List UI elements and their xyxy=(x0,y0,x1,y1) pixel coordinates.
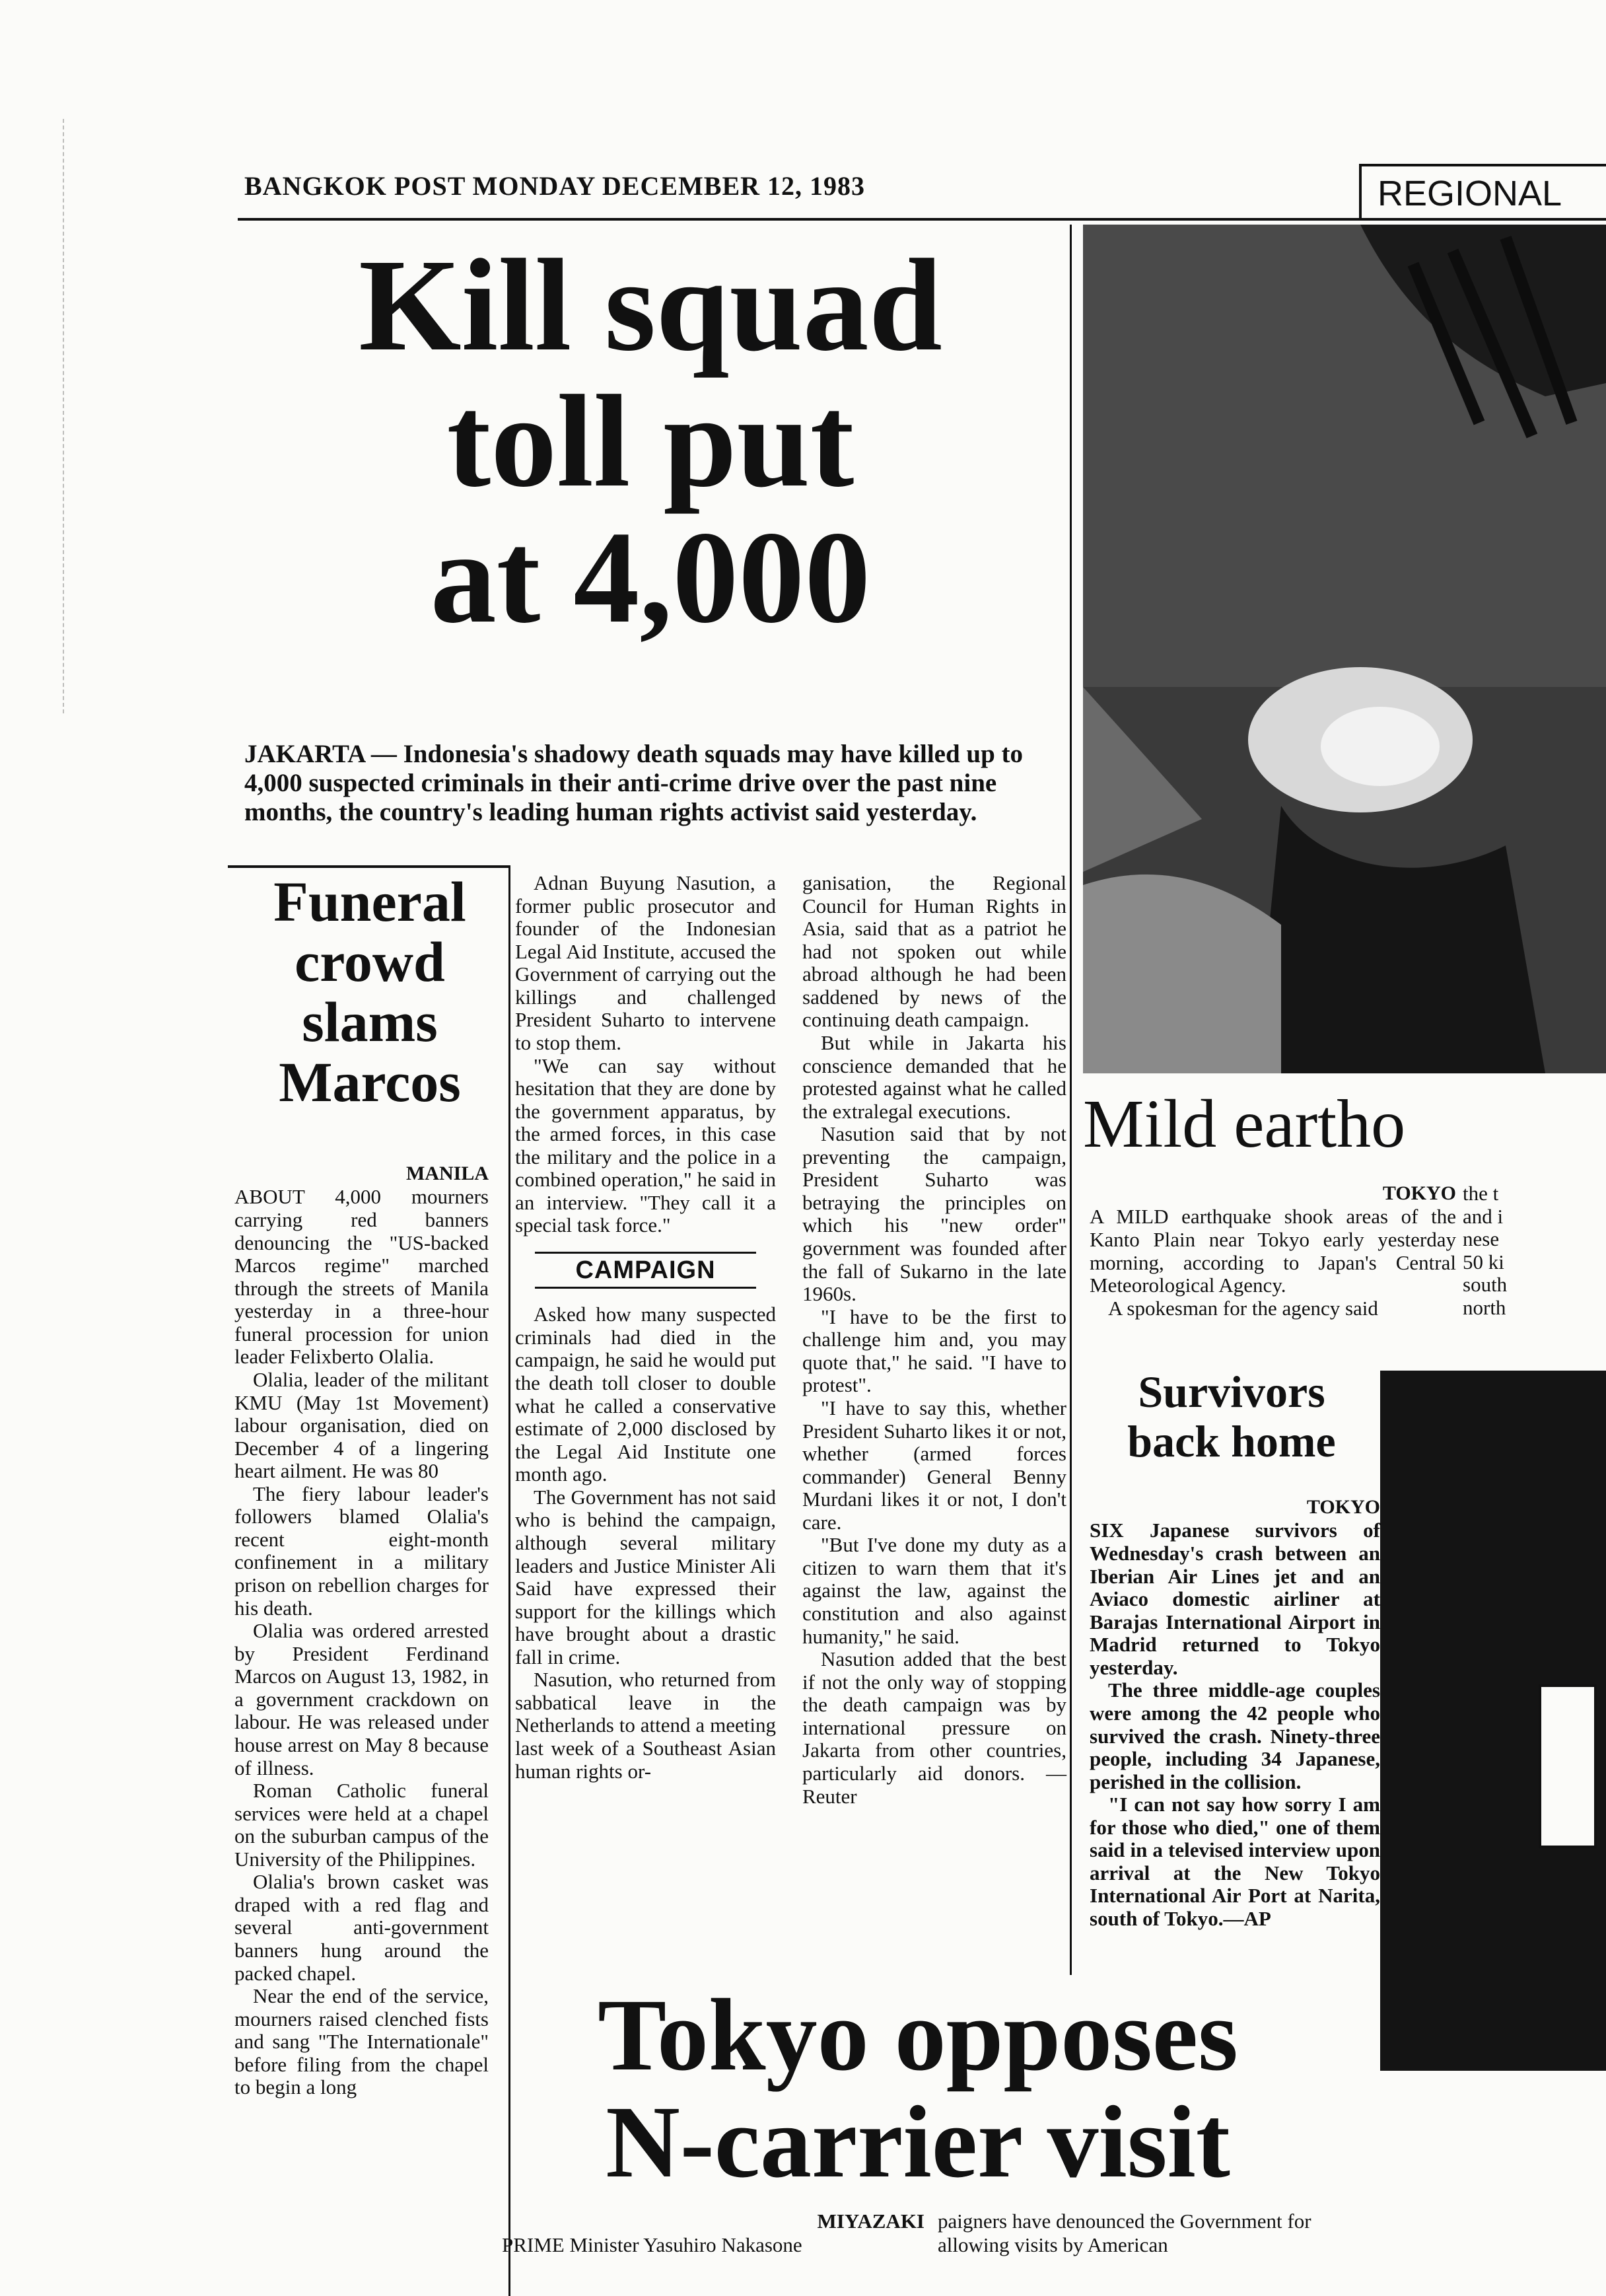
main-paragraph: "But I've done my duty as a citizen to warn them that it's against the law, against the constitution and also against humanity," he said. xyxy=(802,1533,1066,1648)
tokyo-fragment-left: PRIME Minister Yasuhiro Nakasone xyxy=(502,2233,802,2256)
quake-fragment: north xyxy=(1463,1295,1506,1319)
column-rule xyxy=(1070,225,1072,1975)
main-paragraph: "We can say without hesitation that they are done by the government apparatus, by the armed forces, in this case the military and the police in a combined operation," he said in an interview. "They call it a special task force." xyxy=(515,1054,776,1237)
main-paragraph: Asked how many suspected criminals had died in the campaign, he said he would put the death toll closer to double what he called a conservative estimate of 2,000 disclosed by the Legal Aid Institute one month ago. xyxy=(515,1303,776,1486)
main-story-column-2 xyxy=(802,872,1066,1808)
tokyo-fragment-right: paigners have denounced the Government for allowing visits by American xyxy=(938,2209,1311,2256)
main-paragraph: ganisation, the Regional Council for Human Rights in Asia, said that as a patriot he had not spoken out while abroad although he had been saddened by news of the continuing death campaign. xyxy=(802,871,1066,1032)
main-paragraph: But while in Jakarta his conscience demanded that he protested against what he called the extralegal executions. xyxy=(802,1030,1066,1123)
main-headline-line: Kill squad xyxy=(359,233,942,378)
quake-fragment: and i xyxy=(1463,1204,1504,1228)
funeral-paragraph: The fiery labour leader's followers blamed Olalia's recent eight-month confinement in a military prison on rebellion charges for his death. xyxy=(234,1482,489,1620)
main-paragraph: Nasution, who returned from sabbatical leave in the Netherlands to attend a meeting last week of a Southeast Asian human rights or- xyxy=(515,1668,776,1783)
tokyo-body xyxy=(502,2209,1426,2289)
masthead-rule xyxy=(238,218,1606,221)
funeral-paragraph: Olalia, leader of the militant KMU (May 1st Movement) labour organisation, died on December 4 of a lingering heart ailment. He was 80 xyxy=(234,1367,489,1483)
masthead: BANGKOK POST MONDAY DECEMBER 12, 1983 xyxy=(244,171,866,201)
funeral-paragraph: Roman Catholic funeral services were held at a chapel on the suburban campus of the University of the Philippines. xyxy=(234,1779,489,1871)
funeral-paragraph: Olalia was ordered arrested by President Ferdinand Marcos on August 13, 1982, in a government crackdown on labour. He was released under house arrest on May 8 because of illness. xyxy=(234,1619,489,1779)
tokyo-headline-line: N-carrier visit xyxy=(606,2085,1230,2200)
section-tag: REGIONAL xyxy=(1359,164,1606,218)
quake-paragraph: A MILD earthquake shook areas of the Kanto Plain near Tokyo early yesterday morning, according to Japan's Central Meteorological Agency. xyxy=(1090,1205,1456,1297)
main-paragraph: Adnan Buyung Nasution, a former public prosecutor and founder of the Indonesian Legal Aid Institute, accused the Government of carrying out the killings and challenged President Suharto to intervene to stop them. xyxy=(515,871,776,1054)
survivors-paragraph: SIX Japanese survivors of Wednesday's crash between an Iberian Air Lines jet and an Aviaco domestic airliner at Barajas International Airport in Madrid returned to Tokyo yesterday. xyxy=(1090,1519,1380,1679)
funeral-headline-line: slams xyxy=(302,990,438,1054)
tokyo-dateline: MIYAZAKI xyxy=(817,2209,925,2233)
tokyo-body-left xyxy=(502,2209,925,2257)
quake-dateline: TOKYO xyxy=(1382,1182,1456,1204)
funeral-paragraph: Olalia's brown casket was draped with a red flag and several anti-government banners hung around the packed chapel. xyxy=(234,1870,489,1985)
main-lede: JAKARTA — Indonesia's shadowy death squads may have killed up to 4,000 suspected criminals in their anti-crime drive over the past nine months, the country's leading human rights activist said yesterday. xyxy=(244,740,1024,827)
funeral-headline xyxy=(228,872,512,1113)
funeral-dateline: MANILA xyxy=(406,1163,489,1184)
margin-scan-marks xyxy=(0,119,64,713)
quake-body xyxy=(1090,1182,1456,1320)
funeral-headline-line: crowd xyxy=(295,930,445,994)
quake-fragment: south xyxy=(1463,1273,1508,1297)
news-photo-image xyxy=(1083,225,1606,1073)
quake-fragment: 50 ki xyxy=(1463,1250,1504,1274)
main-paragraph: "I have to say this, whether President Suharto likes it or not, whether (armed forces commander) General Benny Murdani likes it or not, I don't care. xyxy=(802,1396,1066,1534)
survivors-dateline: TOKYO xyxy=(1306,1496,1380,1518)
survivors-paragraph: The three middle-age couples were among the 42 people who survived the crash. Ninety-three people, including 34 Japanese, perished in the collision. xyxy=(1090,1678,1380,1793)
main-headline xyxy=(238,233,1063,651)
main-paragraph: Nasution added that the best if not the only way of stopping the death campaign was by international pressure on Jakarta from other countries, particularly aid donors. — Reuter xyxy=(802,1647,1066,1808)
news-photo xyxy=(1083,225,1606,1073)
survivors-headline-line: Survivors xyxy=(1138,1367,1325,1417)
funeral-headline-line: Funeral xyxy=(273,870,466,933)
tokyo-headline-line: Tokyo opposes xyxy=(598,1978,1238,2092)
campaign-subhead: CAMPAIGN xyxy=(535,1252,756,1289)
quake-fragment: the t xyxy=(1463,1182,1499,1205)
main-paragraph: The Government has not said who is behind the campaign, although several military leaders and Justice Minister Ali Said have expressed their support for the killings which have brought about a drastic fall in crime. xyxy=(515,1485,776,1668)
main-headline-line: toll put xyxy=(446,369,855,515)
funeral-paragraph: ABOUT 4,000 mourners carrying red banners denouncing the "US-backed Marcos regime" marched through the streets of Manila yesterday in a three-hour funeral procession for union leader Felixberto Olalia. xyxy=(234,1185,489,1369)
survivors-headline xyxy=(1083,1367,1380,1466)
survivors-headline-line: back home xyxy=(1127,1416,1336,1466)
main-paragraph: Nasution said that by not preventing the campaign, President Suharto was betraying the principles on which his "new order" government was founded after the fall of Sukarno in the late 1960s. xyxy=(802,1122,1066,1306)
main-paragraph: "I have to be the first to challenge him and, you may quote that," he said. "I have to protest". xyxy=(802,1305,1066,1397)
funeral-paragraph: Near the end of the service, mourners raised clenched fists and sang "The Internationale" before filing from the chapel to begin a long xyxy=(234,1984,489,2099)
survivors-paragraph: "I can not say how sorry I am for those who died," one of them said in a televised interview upon arrival at the New Tokyo International Air Port at Narita, south of Tokyo.—AP xyxy=(1090,1793,1380,1930)
funeral-body xyxy=(234,1163,489,2099)
quake-fragment: nese xyxy=(1463,1227,1500,1251)
quake-body-cut-column xyxy=(1463,1182,1606,1319)
quake-paragraph: A spokesman for the agency said xyxy=(1108,1296,1378,1320)
main-story-column-1 xyxy=(515,872,776,1783)
ad-letter-shape xyxy=(1539,1684,1597,1848)
quake-headline: Mild eartho xyxy=(1083,1087,1406,1162)
survivors-body xyxy=(1090,1496,1380,1931)
tokyo-headline xyxy=(502,1978,1334,2200)
main-headline-line: at 4,000 xyxy=(430,505,871,651)
funeral-headline-line: Marcos xyxy=(279,1050,461,1114)
